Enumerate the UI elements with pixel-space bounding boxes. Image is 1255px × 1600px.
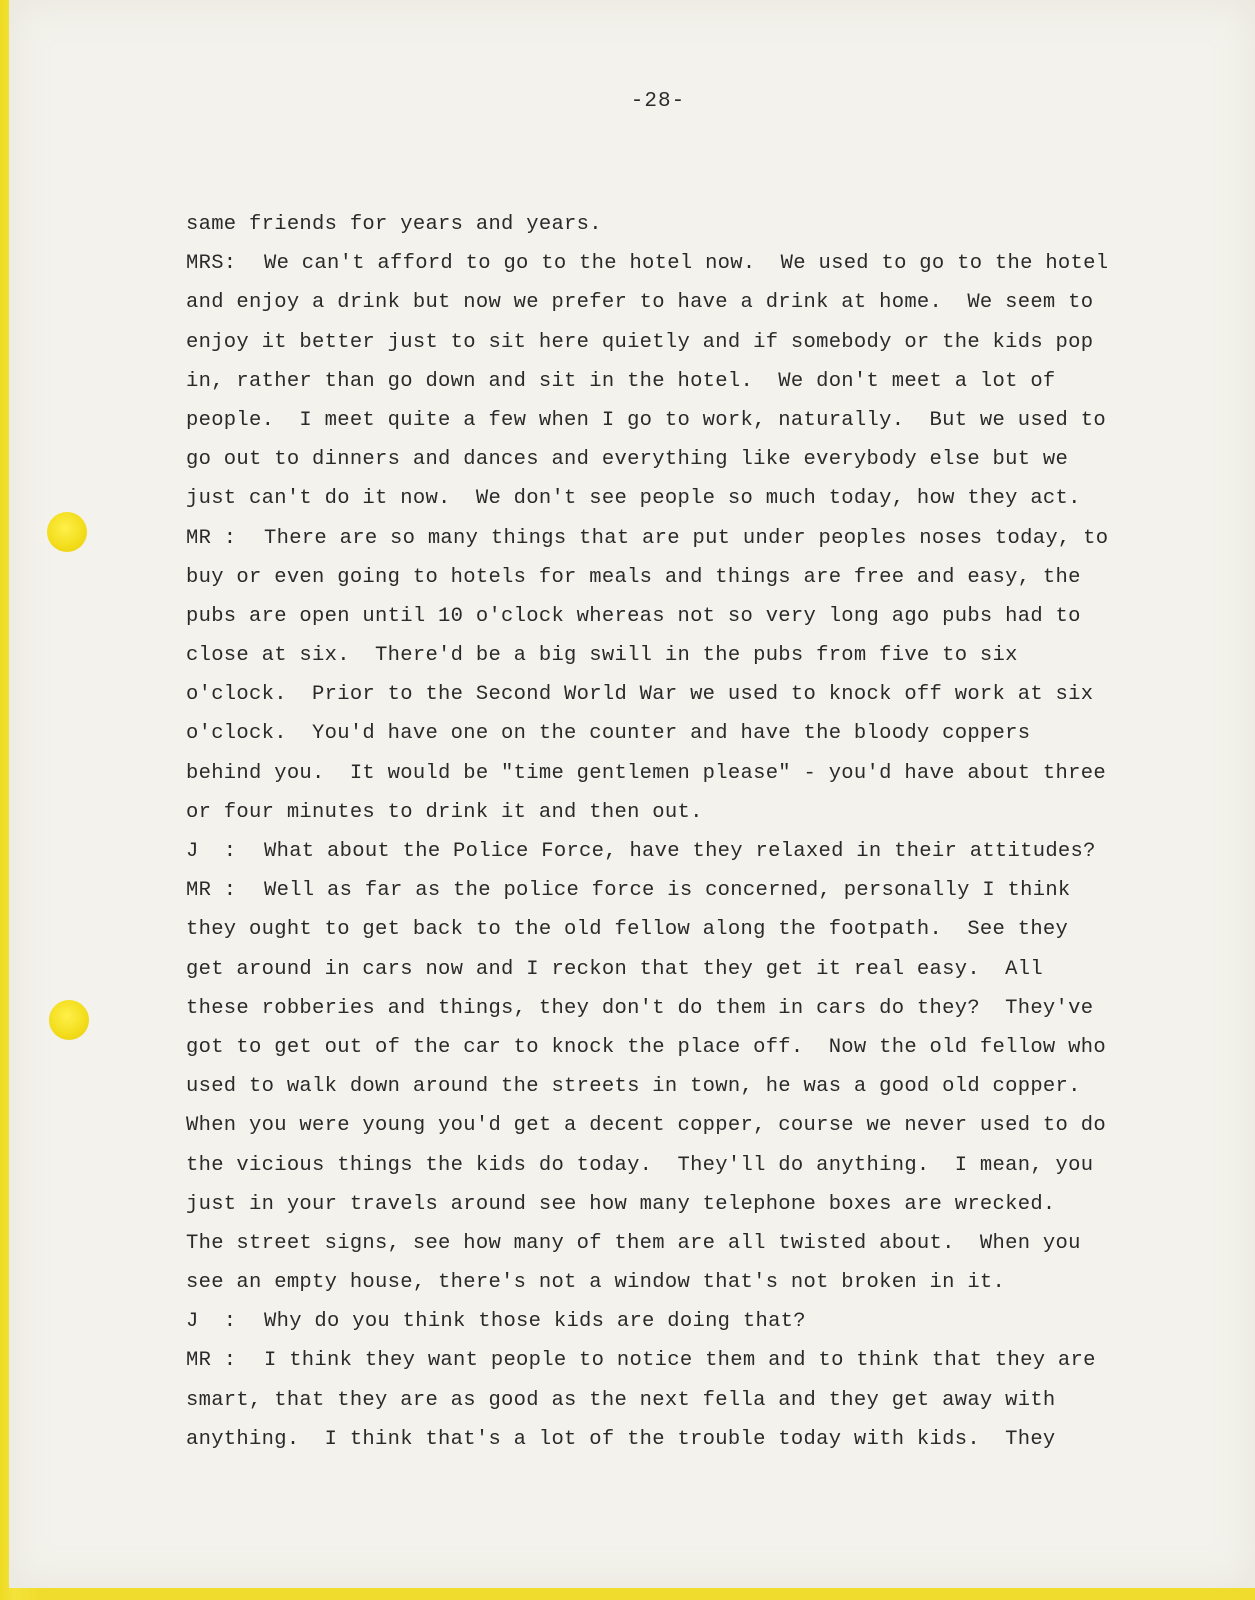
line-text: same friends for years and years. <box>186 213 602 236</box>
line-text: anything. I think that's a lot of the trouble today with kids. They <box>186 1427 1056 1451</box>
line-text: got to get out of the car to knock the place off. Now the old fellow who <box>186 1035 1106 1059</box>
transcript-line <box>186 1106 1146 1145</box>
transcript-line <box>186 558 1146 597</box>
line-text: these robberies and things, they don't do them in cars do they? They've <box>186 996 1094 1020</box>
line-text: What about the Police Force, have they relaxed in their attitudes? <box>264 840 1096 863</box>
transcript-line <box>186 793 1146 832</box>
transcript-line <box>186 597 1146 636</box>
speaker-label: J : <box>186 840 237 863</box>
speaker-label: MRS: <box>186 252 237 276</box>
line-text: used to walk down around the streets in town, he was a good old copper. <box>186 1075 1081 1099</box>
transcript-line <box>186 1224 1146 1263</box>
transcript-line <box>186 950 1146 989</box>
line-text: and enjoy a drink but now we prefer to have a drink at home. We seem to <box>186 291 1094 315</box>
line-text: see an empty house, there's not a window that's not broken in it. <box>186 1271 1006 1295</box>
transcript-line <box>186 362 1146 401</box>
line-text: enjoy it better just to sit here quietly and if somebody or the kids pop <box>186 330 1094 354</box>
line-text: close at six. There'd be a big swill in the pubs from five to six <box>186 644 1018 668</box>
line-text: just in your travels around see how many telephone boxes are wrecked. <box>186 1192 1056 1216</box>
line-text: There are so many things that are put under peoples noses today, to <box>264 526 1109 550</box>
line-text: they ought to get back to the old fellow along the footpath. See they <box>186 918 1069 942</box>
transcript-line <box>186 1341 1146 1380</box>
transcript-line <box>186 871 1146 910</box>
line-text: o'clock. Prior to the Second World War we used to knock off work at six <box>186 683 1094 707</box>
transcript-line <box>186 401 1146 440</box>
line-text: buy or even going to hotels for meals and things are free and easy, the <box>186 565 1081 589</box>
line-text: or four minutes to drink it and then out. <box>186 800 703 824</box>
transcript-line <box>186 479 1146 518</box>
transcript-line <box>186 283 1146 322</box>
punch-hole-top <box>47 512 87 552</box>
line-text: just can't do it now. We don't see people so much today, how they act. <box>186 487 1081 511</box>
transcript-line <box>186 636 1146 675</box>
line-text: go out to dinners and dances and everything like everybody else but we <box>186 448 1069 472</box>
transcript-line <box>186 1185 1146 1224</box>
speaker-label: MR : <box>186 1349 237 1373</box>
transcript-line <box>186 754 1146 793</box>
line-text: o'clock. You'd have one on the counter and have the bloody coppers <box>186 722 1031 746</box>
line-text: Well as far as the police force is concerned, personally I think <box>264 879 1071 903</box>
punch-hole-bottom <box>49 1000 89 1040</box>
line-text: the vicious things the kids do today. They'll do anything. I mean, you <box>186 1153 1094 1177</box>
line-text: When you were young you'd get a decent copper, course we never used to do <box>186 1114 1106 1138</box>
transcript-line <box>186 205 1146 244</box>
line-text: Why do you think those kids are doing that? <box>264 1310 806 1334</box>
line-text: smart, that they are as good as the next fella and they get away with <box>186 1388 1056 1412</box>
line-text: pubs are open until 10 o'clock whereas not so very long ago pubs had to <box>186 604 1081 628</box>
line-text: people. I meet quite a few when I go to work, naturally. But we used to <box>186 408 1106 432</box>
line-text: get around in cars now and I reckon that they get it real easy. All <box>186 957 1043 981</box>
transcript-line <box>186 675 1146 714</box>
page-number: -28- <box>630 90 686 113</box>
line-text: I think they want people to notice them and to think that they are <box>264 1349 1096 1373</box>
speaker-label: MR : <box>186 879 237 903</box>
transcript-line <box>186 910 1146 949</box>
speaker-label: MR : <box>186 526 237 550</box>
transcript-line <box>186 989 1146 1028</box>
line-text: behind you. It would be "time gentlemen please" - you'd have about three <box>186 761 1106 785</box>
transcript-line <box>186 440 1146 479</box>
speaker-label: J : <box>186 1310 237 1334</box>
transcript-body <box>186 205 1146 1459</box>
transcript-line <box>186 323 1146 362</box>
line-text: in, rather than go down and sit in the hotel. We don't meet a lot of <box>186 369 1056 393</box>
transcript-line <box>186 1302 1146 1341</box>
transcript-line <box>186 1028 1146 1067</box>
line-text: We can't afford to go to the hotel now. We used to go to the hotel <box>264 252 1109 276</box>
transcript-line <box>186 714 1146 753</box>
transcript-line <box>186 1067 1146 1106</box>
transcript-line <box>186 1263 1146 1302</box>
transcript-line <box>186 1420 1146 1459</box>
transcript-line <box>186 1381 1146 1420</box>
transcript-line <box>186 244 1146 283</box>
transcript-line <box>186 519 1146 558</box>
line-text: The street signs, see how many of them are all twisted about. When you <box>186 1231 1081 1255</box>
transcript-line <box>186 1146 1146 1185</box>
transcript-line <box>186 832 1146 871</box>
